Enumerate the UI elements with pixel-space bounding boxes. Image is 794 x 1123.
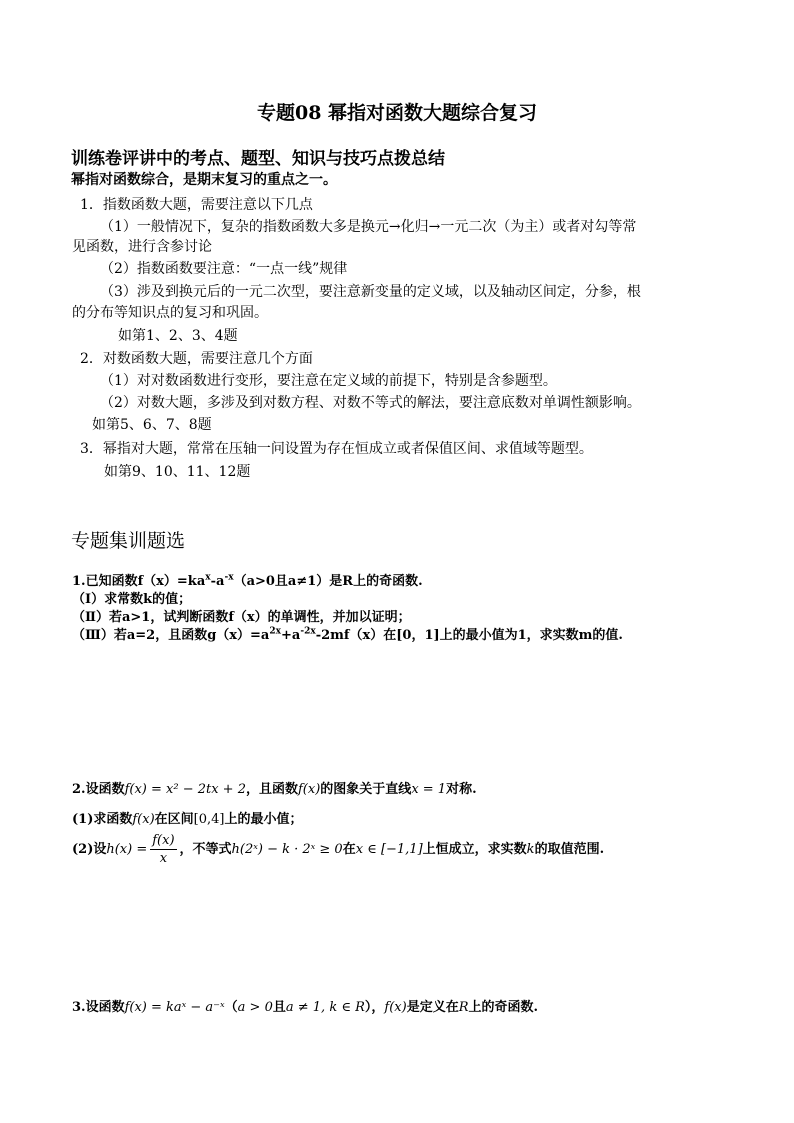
section-title: 专题集训题选: [71, 530, 186, 552]
summary-line: （1）一般情况下，复杂的指数函数大多是换元→化归→一元二次（为主）或者对勾等常: [100, 219, 637, 235]
problem-2-stem: 2.设函数f(x) = x² − 2tx + 2，且函数f(x)的图象关于直线x = 1对称.: [72, 782, 477, 797]
fraction: $\frac{f(x)}{x}$: [152, 833, 175, 866]
summary-line: 的分布等知识点的复习和巩固。: [72, 305, 268, 321]
problem-1-part-2: （Ⅱ）若a>1，试判断函数f（x）的单调性，并加以证明；: [72, 610, 411, 625]
problem-1-part-1: （Ⅰ）求常数k的值；: [72, 592, 192, 607]
summary-line: 2．对数函数大题，需要注意几个方面: [80, 351, 313, 367]
problem-1-part-3: （Ⅲ）若a=2，且函数$g(x)=a^{2x}+a^{-2x}-2mf(x)$在[0，1]上的最小值为1，求实数m的值.: [72, 626, 623, 643]
problem-3-stem: 3.设函数f(x) = kaˣ − a⁻ˣ（a > 0且a ≠ 1, k ∈ R），f(x)是定义在R上的奇函数.: [72, 1000, 539, 1015]
summary-line: 见函数，进行含参讨论: [72, 239, 212, 255]
problem-2-part-2: (2)设h(x) = $\frac{f(x)}{x}$ ，不等式h(2ˣ) − k · 2ˣ ≥ 0在x ∈ [−1,1]上恒成立，求实数k的取值范围.: [72, 833, 605, 866]
summary-intro: 幂指对函数综合，是期末复习的重点之一。: [71, 172, 337, 188]
summary-line: 如第5、6、7、8题: [92, 417, 212, 433]
summary-line: 1．指数函数大题，需要注意以下几点: [80, 197, 313, 213]
summary-line: （3）涉及到换元后的一元二次型，要注意新变量的定义域，以及轴动区间定，分参，根: [100, 284, 641, 300]
summary-line: 如第1、2、3、4题: [118, 328, 238, 344]
summary-line: （2）指数函数要注意：“一点一线”规律: [100, 261, 348, 277]
problem-1-stem: 1.已知函数$f(x)=ka^x-a^{-x}(a>0$且a≠1）是R上的奇函数.: [72, 572, 423, 589]
page-title: 专题08 幂指对函数大题综合复习: [256, 102, 538, 124]
problem-2-part-1: (1)求函数f(x)在区间[0,4]上的最小值；: [72, 812, 303, 827]
summary-heading: 训练卷评讲中的考点、题型、知识与技巧点拨总结: [71, 149, 445, 169]
summary-line: 如第9、10、11、12题: [104, 464, 251, 480]
summary-line: （2）对数大题，多涉及到对数方程、对数不等式的解法，要注意底数对单调性额影响。: [100, 395, 641, 411]
summary-line: 3．幂指对大题，常常在压轴一问设置为存在恒成立或者保值区间、求值域等题型。: [80, 441, 593, 457]
summary-line: （1）对对数函数进行变形，要注意在定义域的前提下，特别是含参题型。: [100, 373, 557, 389]
